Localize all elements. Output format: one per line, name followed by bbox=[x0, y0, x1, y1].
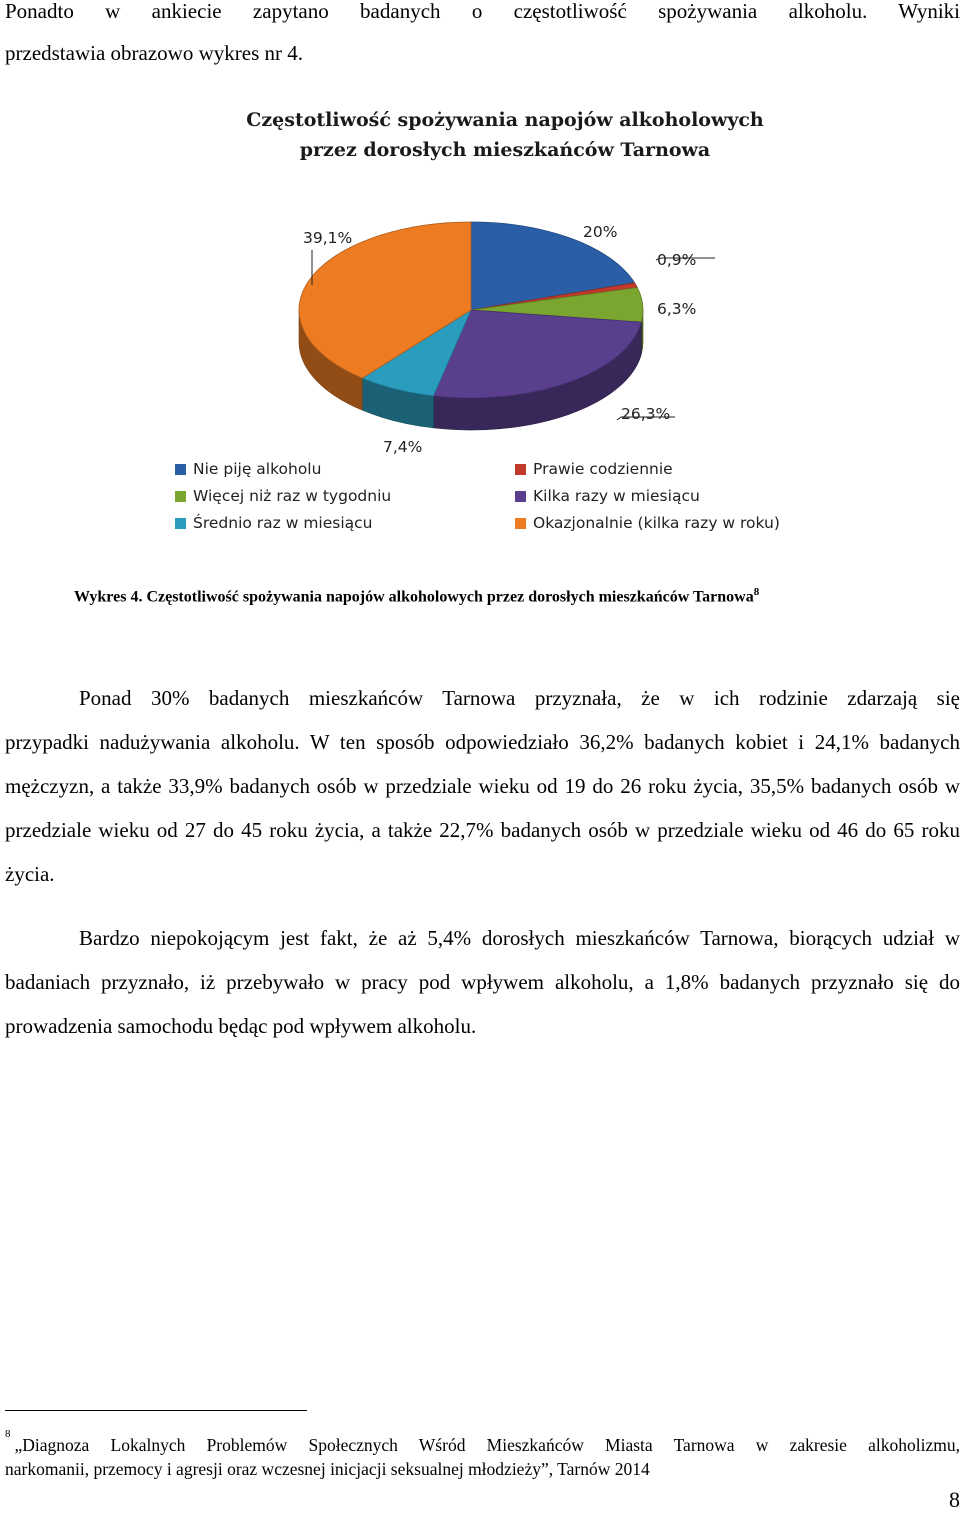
label-wiecej-niz-raz-w-tygodniu: 6,3% bbox=[657, 300, 697, 318]
legend-label: Kilka razy w miesiącu bbox=[533, 487, 700, 505]
page-number: 8 bbox=[949, 1487, 960, 1512]
legend-swatch bbox=[175, 464, 186, 475]
label-nie-pije-alkoholu: 20% bbox=[583, 223, 618, 241]
legend-swatch bbox=[175, 518, 186, 529]
legend-label: Średnio raz w miesiącu bbox=[193, 514, 373, 532]
chart-title-line-1: Częstotliwość spożywania napojów alkoholowych bbox=[246, 109, 764, 131]
legend-swatch bbox=[515, 518, 526, 529]
chart-title-line-2: przez dorosłych mieszkańców Tarnowa bbox=[299, 139, 711, 161]
intro-line-1: Ponadto w ankiecie zapytano badanych o częstotliwość spożywania alkoholu. Wyniki bbox=[5, 0, 960, 23]
legend-item-kilka-razy-w-miesiacu bbox=[515, 487, 700, 505]
footnote-number: 8 bbox=[5, 1428, 11, 1440]
footnote-divider bbox=[5, 1410, 307, 1411]
legend-label: Okazjonalnie (kilka razy w roku) bbox=[533, 514, 780, 532]
pie-svg bbox=[165, 95, 815, 455]
footnote-line-1-text: „Diagnoza Lokalnych Problemów Społecznych Wśród Mieszkańców Miasta Tarnowa w zakresie alkoholizmu, bbox=[14, 1435, 960, 1455]
legend-swatch bbox=[515, 464, 526, 475]
paragraph-1-body: przypadki nadużywania alkoholu. W ten sposób odpowiedziało 36,2% badanych kobiet i 24,1% badanych mężczyzn, a także 33,9% badanych osób w przedziale wieku od 19 do 26 roku życia, 35,5% badanych osób w przedziale wieku od 27 do 45 roku życia, a także 22,7% badanych osób w przedziale wieku od 46 do 65 roku życia. bbox=[5, 730, 960, 886]
footnote-line-2: narkomanii, przemocy i agresji oraz wczesnej inicjacji seksualnej młodzieży”, Tarnów 2014 bbox=[5, 1459, 650, 1479]
legend-swatch bbox=[515, 491, 526, 502]
intro-line-2: przedstawia obrazowo wykres nr 4. bbox=[5, 41, 303, 65]
label-okazjonalnie: 39,1% bbox=[303, 229, 353, 247]
pie-chart bbox=[165, 95, 815, 555]
legend-label: Nie piję alkoholu bbox=[193, 460, 322, 478]
caption-footnote-ref: 8 bbox=[753, 586, 760, 598]
footnote-line-1 bbox=[5, 1422, 960, 1457]
legend-item-prawie-codziennie bbox=[515, 460, 673, 478]
legend-label: Więcej niż raz w tygodniu bbox=[193, 487, 392, 505]
legend-item-nie-pije-alkoholu bbox=[175, 460, 321, 478]
caption-text: Wykres 4. Częstotliwość spożywania napojów alkoholowych przez dorosłych mieszkańców Tarnowa bbox=[74, 588, 754, 606]
legend-item-wiecej-niz-raz-w-tygodniu bbox=[175, 487, 391, 505]
legend-label: Prawie codziennie bbox=[533, 460, 673, 478]
legend-item-srednio-raz-w-miesiacu bbox=[175, 514, 373, 532]
label-sredni-raz-w-miesiacu: 7,4% bbox=[383, 438, 423, 455]
chart-caption bbox=[74, 586, 759, 606]
legend-item-okazjonalnie-kilka-razy-w-roku bbox=[515, 514, 780, 532]
label-kilka-razy-w-miesiacu: 26,3% bbox=[621, 405, 671, 423]
paragraph-1-line-1: Ponad 30% badanych mieszkańców Tarnowa przyznała, że w ich rodzinie zdarzają się bbox=[79, 686, 960, 710]
label-prawie-codziennie: 0,9% bbox=[657, 251, 697, 269]
intro-paragraph bbox=[5, 0, 960, 74]
paragraph-2: Bardzo niepokojącym jest fakt, że aż 5,4% dorosłych mieszkańców Tarnowa, biorących udział w badaniach przyznało, iż przebywało w pracy pod wpływem alkoholu, a 1,8% badanych przyznało się do prowadzenia samochodu będąc pod wpływem alkoholu. bbox=[5, 926, 960, 1038]
footnote bbox=[5, 1422, 960, 1481]
legend-swatch bbox=[175, 491, 186, 502]
